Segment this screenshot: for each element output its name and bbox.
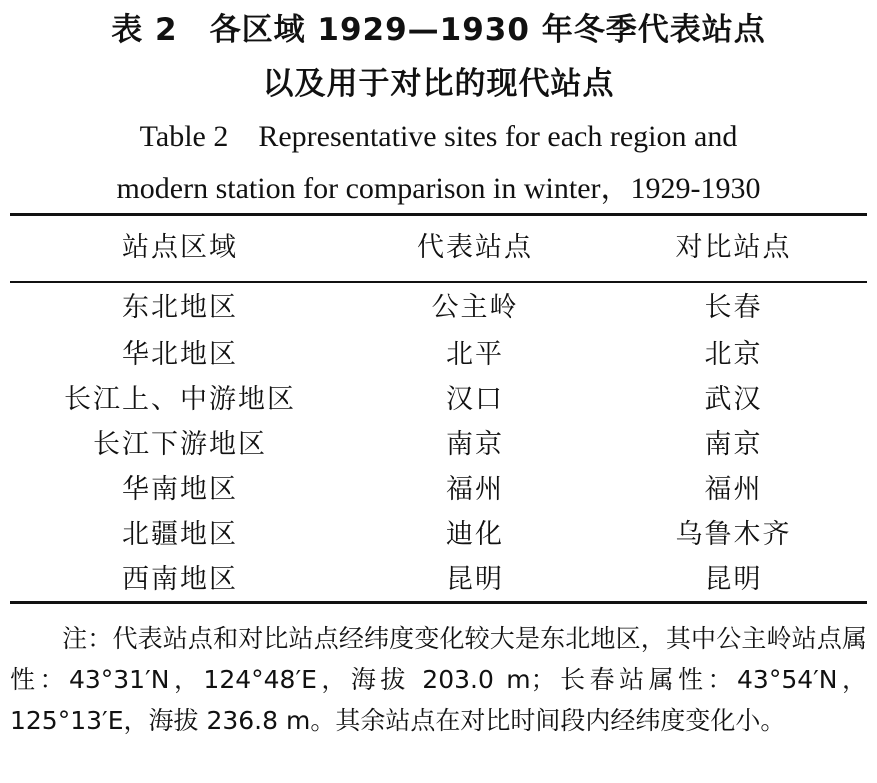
cell-representative: 公主岭 [431,292,519,323]
table-title-cn-line-2: 以及用于对比的现代站点 [262,66,615,102]
header-representative-site: 代表站点 [417,232,533,263]
cell-comparison: 昆明 [704,564,763,595]
cell-region: 北疆地区 [122,519,238,550]
cell-representative: 北平 [446,339,504,370]
table-note [10,618,867,741]
cell-comparison: 北京 [704,339,763,370]
table-title-en-line-1: Table 2 Representative sites for each region and [139,120,738,153]
cell-representative: 昆明 [446,564,504,595]
table-top-rule [10,213,867,216]
table-header-rule [10,281,867,283]
cell-representative: 南京 [446,429,504,460]
cell-comparison: 乌鲁木齐 [675,519,792,550]
cell-region: 东北地区 [122,292,238,323]
cell-region: 长江下游地区 [93,429,267,460]
cell-comparison: 福州 [704,474,763,505]
cell-comparison: 武汉 [704,384,763,415]
header-comparison-site: 对比站点 [675,232,792,263]
cell-region: 华北地区 [122,339,238,370]
cell-region: 华南地区 [122,474,238,505]
table-title-en-line-2: modern station for comparison in winter，1929-1930 [116,172,761,205]
table-bottom-rule [10,601,867,604]
cell-region: 长江上、中游地区 [64,384,296,415]
cell-comparison: 南京 [704,429,763,460]
table-title-cn-line-1: 表 2 各区域 1929—1930 年冬季代表站点 [111,12,766,48]
cell-representative: 汉口 [446,384,504,415]
table-note-text: 注：代表站点和对比站点经纬度变化较大是东北地区，其中公主岭站点属性：43°31′N，124°48′E，海拔 203.0 m；长春站属性：43°54′N，125°13′E，海拔 236.8 m。其余站点在对比时间段内经纬度变化小。 [10,624,867,735]
cell-representative: 福州 [446,474,504,505]
cell-comparison: 长春 [704,292,763,323]
cell-representative: 迪化 [446,519,504,550]
cell-region: 西南地区 [122,564,238,595]
header-region: 站点区域 [122,232,238,263]
